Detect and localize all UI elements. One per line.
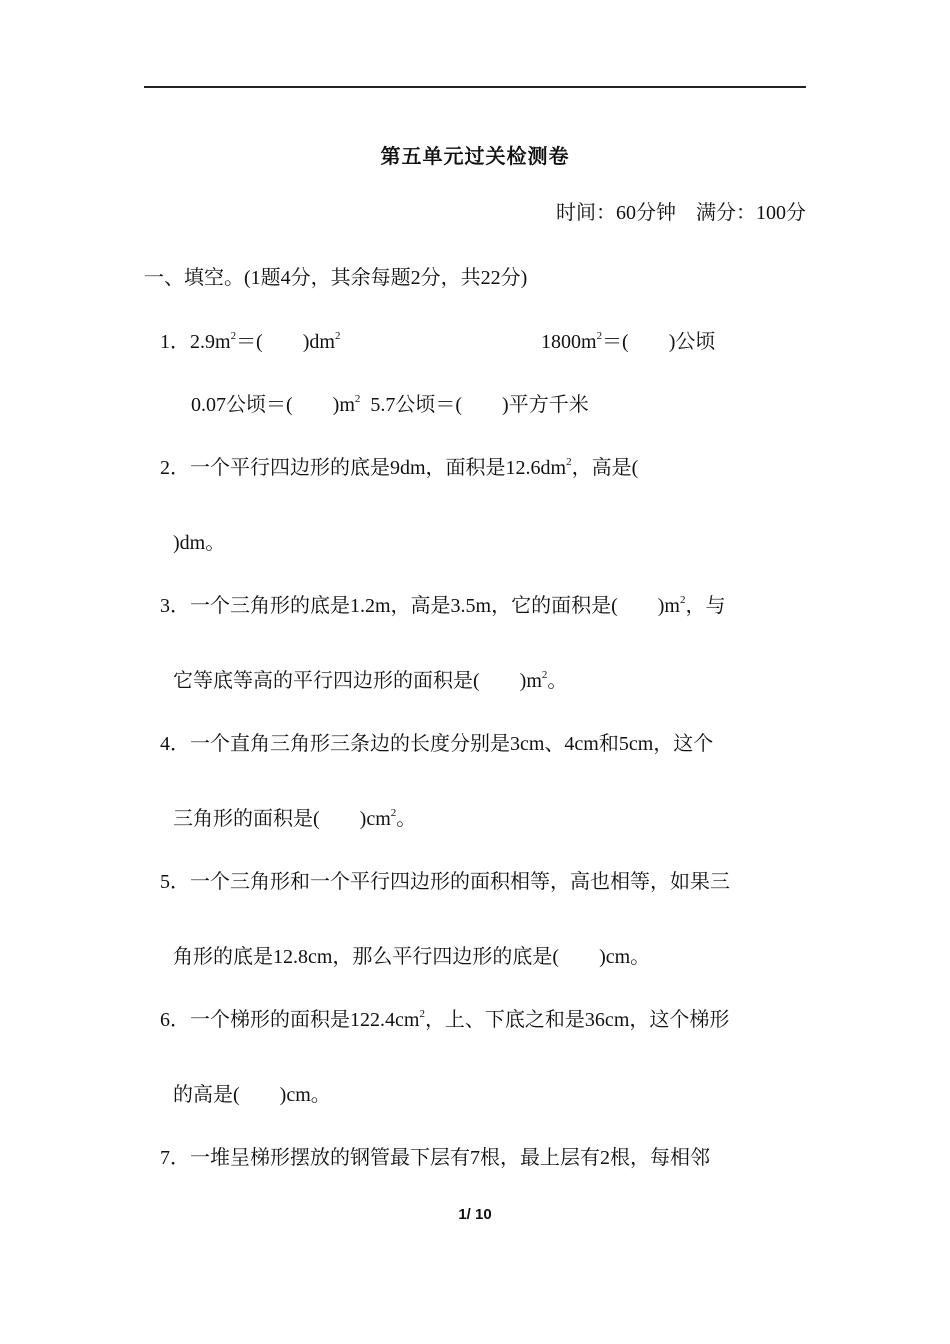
question-2-line-1: 2．一个平行四边形的底是9dm，面积是$12.6dm^2$，高是( [160, 456, 639, 479]
page-title: 第五单元过关检测卷 [380, 146, 570, 168]
question-3-line-1: 3．一个三角形的底是1.2m，高是3.5m，它的面积是( )$m^2$，与 [160, 594, 726, 617]
question-6-line-2: 的高是( )cm。 [173, 1084, 331, 1106]
exam-meta [556, 200, 806, 226]
question-6-line-1: 6．一个梯形的面积是$122.4cm^2$，上、下底之和是36cm，这个梯形 [160, 1008, 730, 1031]
question-1-line-1: 1．$2.9m^2=$( )$dm^2$ [160, 330, 341, 353]
question-2-line-2: )dm。 [173, 532, 226, 554]
question-4-line-2: 三角形的面积是( )$cm^2$。 [173, 807, 417, 830]
section-heading: 一、填空。(1题4分，其余每题2分，共22分) [144, 267, 528, 289]
question-4-line-1: 4．一个直角三角形三条边的长度分别是3cm、4cm和5cm，这个 [160, 733, 714, 755]
full-score: 满分：100分 [696, 202, 806, 224]
question-5-line-2: 角形的底是12.8cm，那么平行四边形的底是( )cm。 [173, 946, 651, 968]
question-7-line-1: 7．一堆呈梯形摆放的钢管最下层有7根，最上层有2根，每相邻 [160, 1147, 710, 1169]
header-rule [144, 86, 806, 88]
question-1-line-2: 0.07公顷＝( )$m^2$ 5.7公顷＝( )平方千米 [191, 393, 589, 416]
page-number: 1/ 10 [458, 1206, 492, 1223]
time-limit: 时间：60分钟 [556, 202, 676, 224]
question-1-part-b: $1800m^2=$( )公顷 [541, 330, 716, 353]
question-3-line-2: 它等底等高的平行四边形的面积是( )$m^2$。 [173, 669, 568, 692]
question-5-line-1: 5．一个三角形和一个平行四边形的面积相等，高也相等，如果三 [160, 871, 730, 893]
